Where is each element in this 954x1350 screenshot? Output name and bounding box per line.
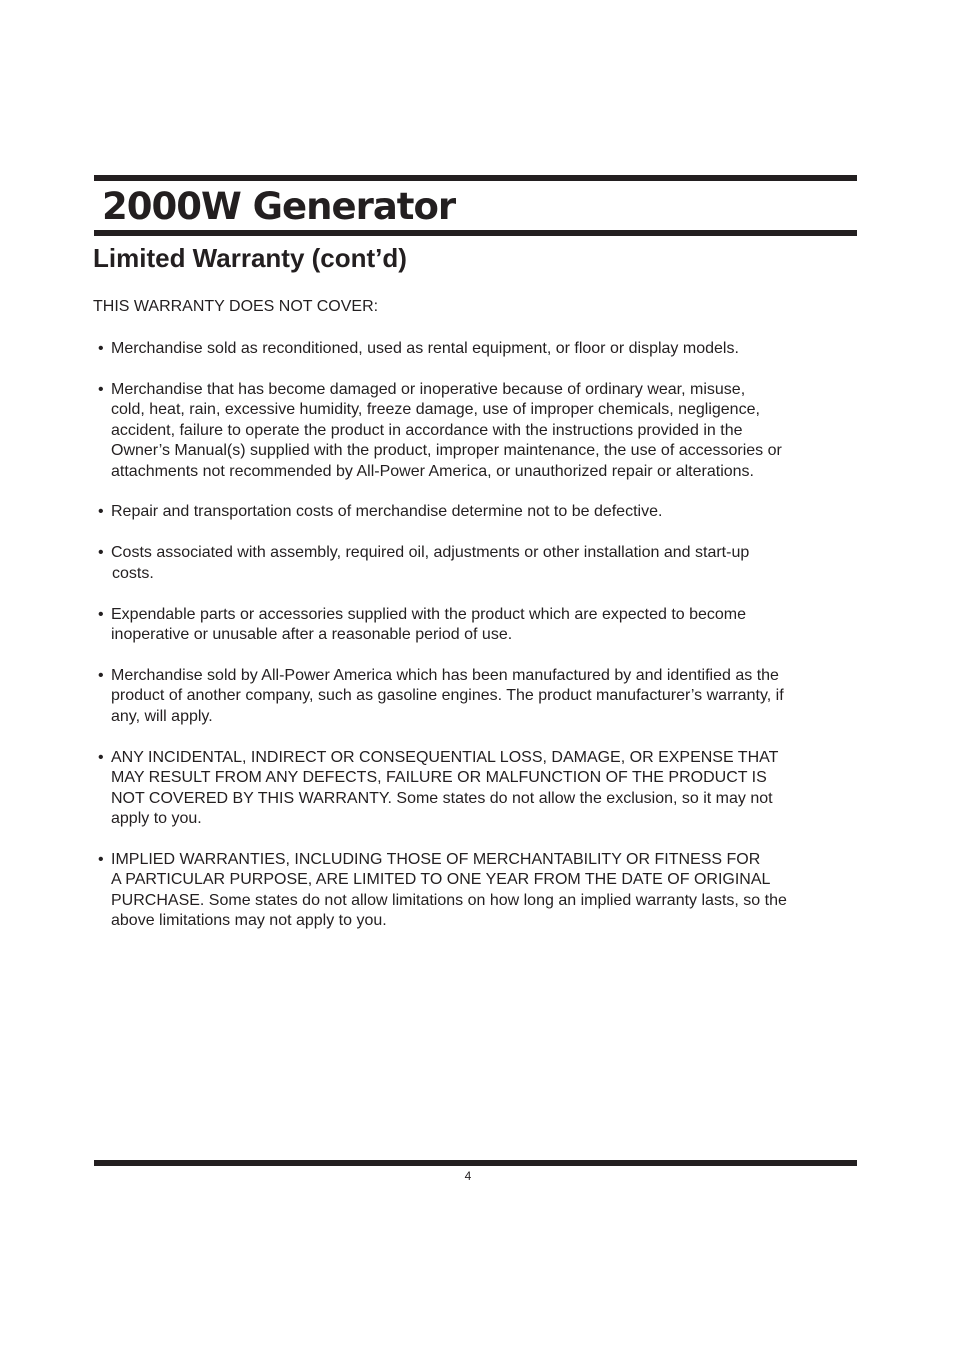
exclusion-line: product of another company, such as gasoline engines. The product manufacturer’s warranty, if	[111, 687, 784, 705]
exclusion-line: cold, heat, rain, excessive humidity, freeze damage, use of improper chemicals, negligence,	[111, 401, 760, 419]
bullet-dot: •	[98, 503, 104, 521]
exclusion-line: Repair and transportation costs of merchandise determine not to be defective.	[111, 503, 663, 521]
exclusion-line: MAY RESULT FROM ANY DEFECTS, FAILURE OR MALFUNCTION OF THE PRODUCT IS	[111, 769, 767, 787]
exclusion-line: IMPLIED WARRANTIES, INCLUDING THOSE OF MERCHANTABILITY OR FITNESS FOR	[111, 850, 761, 868]
exclusion-line: inoperative or unusable after a reasonable period of use.	[111, 626, 513, 644]
bullet-dot: •	[98, 340, 104, 357]
exclusion-item	[98, 850, 863, 932]
section-title: Limited Warranty (cont’d)	[93, 243, 407, 273]
exclusion-line: A PARTICULAR PURPOSE, ARE LIMITED TO ONE YEAR FROM THE DATE OF ORIGINAL	[111, 871, 771, 889]
exclusion-item	[98, 748, 863, 830]
bullet-dot: •	[98, 850, 104, 868]
exclusion-line: Expendable parts or accessories supplied with the product which are expected to become	[111, 605, 747, 623]
exclusion-line: ANY INCIDENTAL, INDIRECT OR CONSEQUENTIAL LOSS, DAMAGE, OR EXPENSE THAT	[111, 748, 779, 766]
page-number: 4	[464, 1169, 472, 1183]
footer-rule	[94, 1160, 857, 1166]
exclusion-item	[98, 502, 863, 522]
exclusion-line: PURCHASE. Some states do not allow limitations on how long an implied warranty lasts, so the	[111, 891, 787, 909]
exclusion-line: accident, failure to operate the product in accordance with the instructions provided in the	[111, 421, 743, 439]
exclusion-line: costs.	[112, 564, 154, 582]
exclusion-item	[98, 339, 863, 359]
exclusion-line: Merchandise sold as reconditioned, used as rental equipment, or floor or display models.	[111, 340, 739, 357]
exclusion-line: any, will apply.	[111, 707, 213, 725]
exclusion-line: Owner’s Manual(s) supplied with the product, improper maintenance, the use of accessories or	[111, 442, 782, 460]
exclusion-item	[98, 543, 863, 584]
header-top-rule	[94, 175, 857, 181]
exclusion-item	[98, 605, 863, 646]
header-bottom-rule	[94, 230, 857, 236]
product-title: 2000W Generator	[102, 185, 456, 228]
bullet-dot: •	[98, 748, 104, 766]
warranty-exclusions-intro: THIS WARRANTY DOES NOT COVER:	[93, 298, 379, 315]
exclusion-line: Merchandise that has become damaged or inoperative because of ordinary wear, misuse,	[111, 380, 746, 398]
exclusion-line: Merchandise sold by All-Power America which has been manufactured by and identified as the	[111, 666, 779, 684]
exclusion-line: apply to you.	[111, 809, 202, 827]
bullet-dot: •	[98, 380, 104, 398]
exclusion-line: NOT COVERED BY THIS WARRANTY. Some states do not allow the exclusion, so it may not	[111, 789, 773, 807]
exclusion-line: attachments not recommended by All-Power America, or unauthorized repair or alterations.	[111, 462, 754, 480]
exclusion-line: Costs associated with assembly, required oil, adjustments or other installation and start-up	[111, 544, 750, 562]
bullet-dot: •	[98, 544, 104, 562]
exclusion-item	[98, 380, 863, 482]
bullet-dot: •	[98, 605, 104, 623]
exclusion-line: above limitations may not apply to you.	[111, 912, 387, 930]
bullet-dot: •	[98, 666, 104, 684]
exclusion-item	[98, 666, 863, 727]
warranty-exclusions-list	[98, 339, 863, 952]
